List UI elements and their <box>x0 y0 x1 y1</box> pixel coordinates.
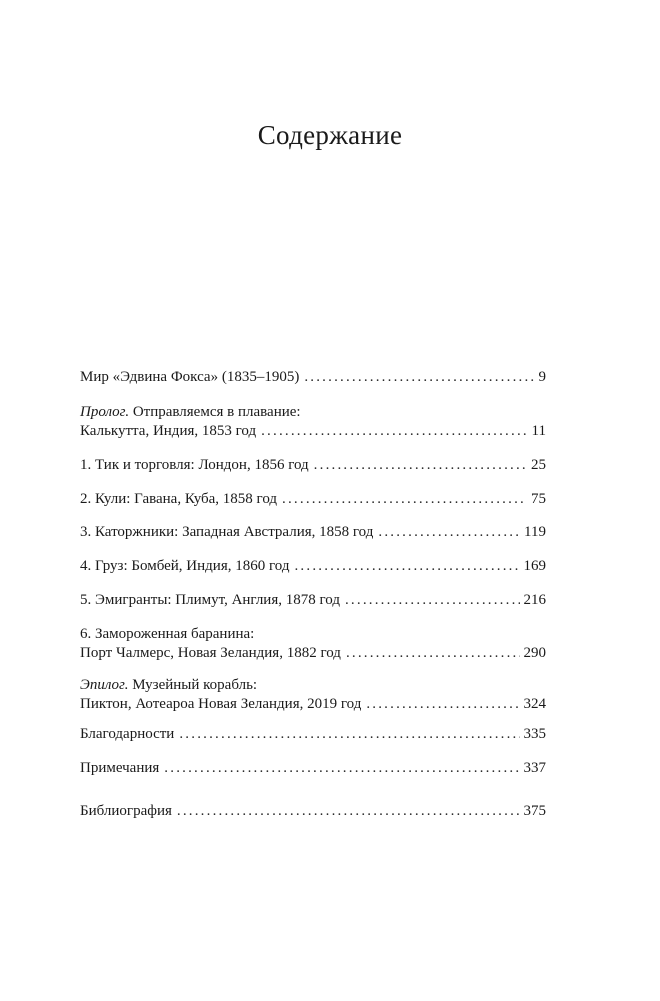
toc-entry-title: Пиктон, Аотеароа Новая Зеландия, 2019 год <box>80 696 362 712</box>
toc-entry-line <box>80 695 546 714</box>
toc-entry[interactable] <box>80 368 546 387</box>
toc-entry-title: Примечания <box>80 760 160 776</box>
toc-entry-title: Благодарности <box>80 726 175 742</box>
toc-entry-line <box>80 725 546 744</box>
toc-page-number: 337 <box>523 760 546 776</box>
toc-entry-heading-text: Музейный корабль: <box>128 677 258 693</box>
toc-entry[interactable] <box>80 802 546 821</box>
toc-entry-line <box>80 368 546 387</box>
toc-entry-title: 2. Кули: Гавана, Куба, 1858 год <box>80 491 278 507</box>
dot-leader <box>282 490 527 509</box>
toc-entry-line <box>80 523 546 542</box>
dot-leader <box>366 695 519 714</box>
toc-entry[interactable] <box>80 403 546 441</box>
dot-leader <box>346 644 520 663</box>
toc-entry-heading <box>80 676 546 695</box>
dot-leader <box>304 368 534 387</box>
toc-entry-line <box>80 644 546 663</box>
dot-leader <box>378 523 520 542</box>
toc-entry-label: Эпилог. <box>80 677 129 693</box>
toc-entry-title: Мир «Эдвина Фокса» (1835–1905) <box>80 369 300 385</box>
toc-entry-label: Пролог. <box>80 404 130 420</box>
toc-entry-title: 5. Эмигранты: Плимут, Англия, 1878 год <box>80 592 340 608</box>
toc-entry-line <box>80 490 546 509</box>
toc-entry-heading-text: 6. Замороженная баранина: <box>80 626 255 642</box>
toc-entry[interactable] <box>80 725 546 744</box>
toc-entry-heading <box>80 625 546 644</box>
toc-page-number: 335 <box>523 726 546 742</box>
toc-page-number: 75 <box>531 491 546 507</box>
dot-leader <box>261 422 527 441</box>
page-title: Содержание <box>257 120 403 150</box>
toc-entry-title: Порт Чалмерс, Новая Зеландия, 1882 год <box>80 645 341 661</box>
toc-entry-title: 1. Тик и торговля: Лондон, 1856 год <box>80 457 309 473</box>
toc-entry-title: 4. Груз: Бомбей, Индия, 1860 год <box>80 558 290 574</box>
dot-leader <box>314 456 527 475</box>
toc-entry[interactable] <box>80 557 546 576</box>
toc-page-number: 119 <box>524 524 546 540</box>
toc-entry-title: 3. Каторжники: Западная Австралия, 1858 год <box>80 524 374 540</box>
toc-entry[interactable] <box>80 676 546 714</box>
toc-page-number: 9 <box>538 369 546 385</box>
toc-entry-heading <box>80 403 546 422</box>
toc-page-number: 216 <box>523 592 546 608</box>
toc-entry-line <box>80 422 546 441</box>
toc-entry-title: Калькутта, Индия, 1853 год <box>80 423 257 439</box>
toc-page-number: 290 <box>523 645 546 661</box>
toc-entry-heading-text: Отправляемся в плавание: <box>129 404 301 420</box>
toc-entry-title: Библиография <box>80 803 172 819</box>
toc-entry[interactable] <box>80 523 546 542</box>
toc-entry[interactable] <box>80 591 546 610</box>
dot-leader <box>179 725 519 744</box>
toc-entry-line <box>80 802 546 821</box>
toc-page-number: 11 <box>531 423 546 439</box>
toc-page-number: 169 <box>523 558 546 574</box>
toc-page-number: 324 <box>523 696 546 712</box>
toc-page-number: 375 <box>523 803 546 819</box>
dot-leader <box>294 557 519 576</box>
dot-leader <box>164 759 519 778</box>
toc-entry-line <box>80 591 546 610</box>
toc-entry-line <box>80 557 546 576</box>
dot-leader <box>177 802 520 821</box>
toc-entry[interactable] <box>80 759 546 778</box>
toc-entry[interactable] <box>80 625 546 663</box>
toc-page-number: 25 <box>531 457 546 473</box>
dot-leader <box>345 591 520 610</box>
toc-entry-line <box>80 759 546 778</box>
toc-entry-line <box>80 456 546 475</box>
toc-entry[interactable] <box>80 456 546 475</box>
toc-entry[interactable] <box>80 490 546 509</box>
